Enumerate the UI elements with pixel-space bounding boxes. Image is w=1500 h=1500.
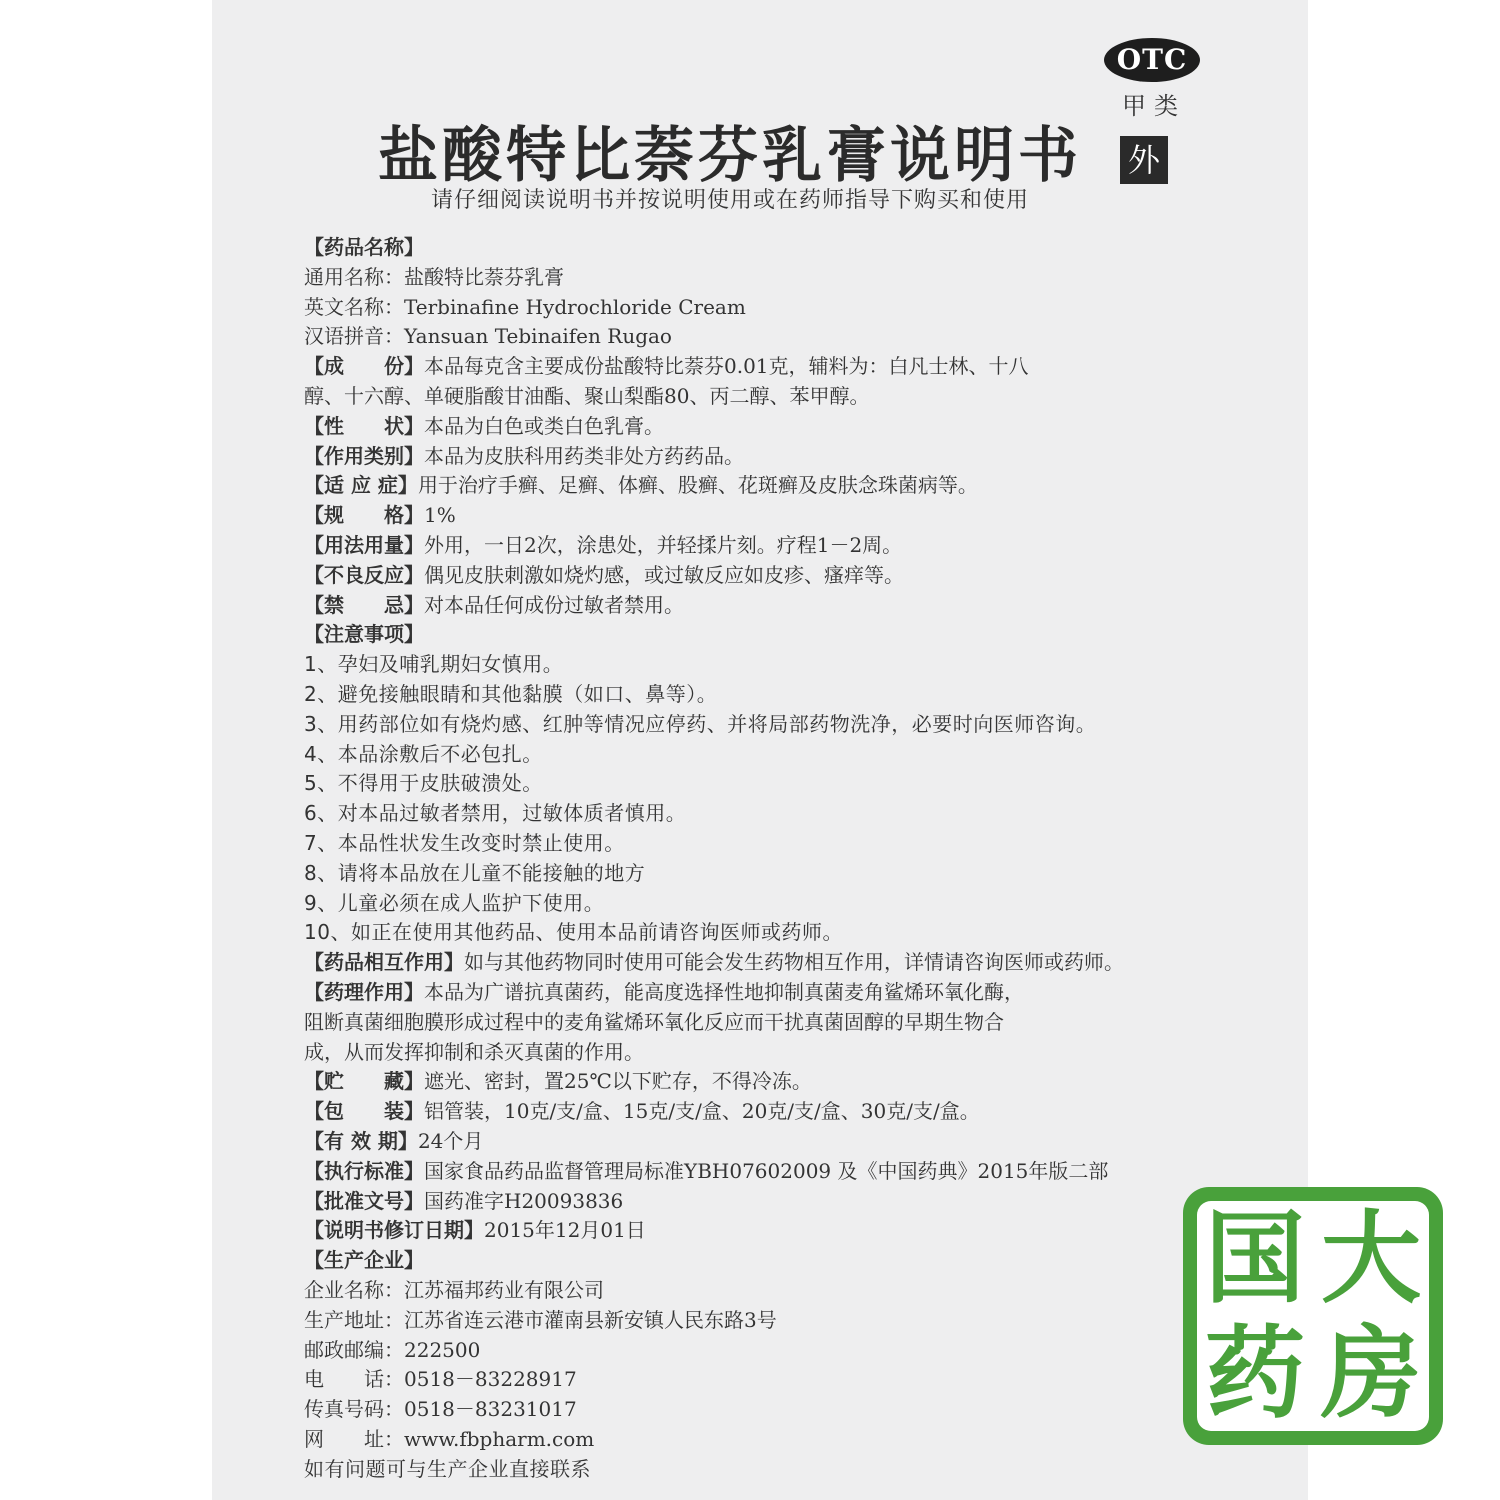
line-text: 醇、十六醇、单硬脂酸甘油酯、聚山梨酯80、丙二醇、苯甲醇。 (304, 384, 870, 408)
line-text: 企业名称：江苏福邦药业有限公司 (304, 1278, 604, 1302)
leaflet-line (304, 500, 1264, 530)
leaflet-line (304, 1335, 1264, 1365)
section-label: 【药品相互作用】 (304, 950, 464, 974)
otc-class-label: 甲类 (1122, 92, 1186, 120)
line-text: 国家食品药品监督管理局标准YBH07602009 及《中国药典》2015年版二部 (424, 1159, 1109, 1183)
leaflet-line (304, 858, 1264, 888)
line-text: 遮光、密封，置25℃以下贮存，不得冷冻。 (424, 1069, 812, 1093)
leaflet-line (304, 1394, 1264, 1424)
line-text: 通用名称：盐酸特比萘芬乳膏 (304, 265, 564, 289)
line-text: 对本品任何成份过敏者禁用。 (424, 593, 684, 617)
line-text: 生产地址：江苏省连云港市灌南县新安镇人民东路3号 (304, 1308, 777, 1332)
logo-inner-panel (1197, 1201, 1429, 1431)
leaflet-subtitle: 请仔细阅读说明书并按说明使用或在药师指导下购买和使用 (430, 188, 1029, 213)
line-text: 阻断真菌细胞膜形成过程中的麦角鲨烯环氧化反应而干扰真菌固醇的早期生物合 (304, 1010, 1004, 1034)
leaflet-line (304, 351, 1264, 381)
leaflet-line (304, 1245, 1264, 1275)
leaflet-line (304, 1066, 1264, 1096)
line-text: 汉语拼音：Yansuan Tebinaifen Rugao (304, 324, 672, 348)
leaflet-line (304, 1305, 1264, 1335)
leaflet-line (304, 768, 1264, 798)
leaflet-line (304, 828, 1264, 858)
section-label: 【禁 忌】 (304, 593, 424, 617)
leaflet-line (304, 560, 1264, 590)
section-label: 【生产企业】 (304, 1248, 424, 1272)
line-text: 偶见皮肤刺激如烧灼感，或过敏反应如皮疹、瘙痒等。 (424, 563, 904, 587)
section-label: 【规 格】 (304, 503, 424, 527)
leaflet-line (304, 1424, 1264, 1454)
leaflet-line (304, 947, 1264, 977)
leaflet-line (304, 321, 1264, 351)
line-text: 国药准字H20093836 (424, 1189, 624, 1213)
line-text: 10、如正在使用其他药品、使用本品前请咨询医师或药师。 (304, 920, 843, 944)
leaflet-line (304, 292, 1264, 322)
section-label: 【适 应 症】 (304, 473, 418, 497)
section-label: 【药品名称】 (304, 235, 424, 259)
line-text: 外用，一日2次，涂患处，并轻揉片刻。疗程1－2周。 (424, 533, 903, 557)
line-text: 2015年12月01日 (484, 1218, 646, 1242)
leaflet-line (304, 619, 1264, 649)
line-text: 铝管装，10克/支/盒、15克/支/盒、20克/支/盒、30克/支/盒。 (424, 1099, 980, 1123)
leaflet-line (304, 1007, 1264, 1037)
line-text: 1、孕妇及哺乳期妇女慎用。 (304, 652, 564, 676)
section-label: 【批准文号】 (304, 1189, 424, 1213)
leaflet-line (304, 1126, 1264, 1156)
section-label: 【包 装】 (304, 1099, 424, 1123)
logo-char: 药 (1205, 1315, 1305, 1432)
line-text: 本品为广谱抗真菌药，能高度选择性地抑制真菌麦角鲨烯环氧化酶， (424, 980, 1024, 1004)
leaflet-line (304, 1096, 1264, 1126)
section-label: 【有 效 期】 (304, 1129, 418, 1153)
section-label: 【不良反应】 (304, 563, 424, 587)
leaflet-title: 盐酸特比萘芬乳膏说明书 (378, 121, 1082, 191)
logo-char: 国 (1205, 1200, 1305, 1317)
logo-char: 大 (1321, 1200, 1421, 1317)
leaflet-line (304, 1215, 1264, 1245)
line-text: 传真号码：0518－83231017 (304, 1397, 577, 1421)
leaflet-line (304, 262, 1264, 292)
line-text: 用于治疗手癣、足癣、体癣、股癣、花斑癣及皮肤念珠菌病等。 (417, 473, 978, 497)
line-text: 4、本品涂敷后不必包扎。 (304, 742, 543, 766)
line-text: 2、避免接触眼睛和其他黏膜（如口、鼻等）。 (304, 682, 718, 706)
leaflet-line (304, 917, 1264, 947)
line-text: 6、对本品过敏者禁用，过敏体质者慎用。 (304, 801, 687, 825)
leaflet-line (304, 590, 1264, 620)
line-text: 英文名称：Terbinafine Hydrochloride Cream (304, 295, 746, 319)
leaflet-line (304, 1156, 1264, 1186)
line-text: 邮政邮编：222500 (304, 1338, 481, 1362)
leaflet-line (304, 1037, 1264, 1067)
line-text: 本品每克含主要成份盐酸特比萘芬0.01克，辅料为：白凡士林、十八 (424, 354, 1029, 378)
line-text: 5、不得用于皮肤破溃处。 (304, 771, 543, 795)
line-text: 7、本品性状发生改变时禁止使用。 (304, 831, 625, 855)
line-text: 9、儿童必须在成人监护下使用。 (304, 891, 605, 915)
line-text: 24个月 (417, 1129, 484, 1153)
leaflet-line (304, 411, 1264, 441)
leaflet-line (304, 470, 1264, 500)
leaflet-line (304, 709, 1264, 739)
pharmacy-logo (1183, 1187, 1443, 1445)
leaflet-line (304, 232, 1264, 262)
line-text: 电 话：0518－83228917 (304, 1367, 577, 1391)
line-text: 本品为皮肤科用药类非处方药药品。 (424, 444, 744, 468)
line-text: 本品为白色或类白色乳膏。 (424, 414, 664, 438)
section-label: 【性 状】 (304, 414, 424, 438)
section-label: 【作用类别】 (304, 444, 424, 468)
leaflet-line (304, 888, 1264, 918)
leaflet-line (304, 1275, 1264, 1305)
leaflet-line (304, 1454, 1264, 1484)
line-text: 成，从而发挥抑制和杀灭真菌的作用。 (304, 1040, 644, 1064)
leaflet-line (304, 381, 1264, 411)
line-text: 3、用药部位如有烧灼感、红肿等情况应停药、并将局部药物洗净，必要时向医师咨询。 (304, 712, 1097, 736)
line-text: 8、请将本品放在儿童不能接触的地方 (304, 861, 646, 885)
leaflet-line (304, 1364, 1264, 1394)
section-label: 【用法用量】 (304, 533, 424, 557)
line-text: 网 址：www.fbpharm.com (304, 1427, 595, 1451)
leaflet-line (304, 441, 1264, 471)
line-text: 1% (424, 503, 456, 527)
leaflet-line (304, 798, 1264, 828)
section-label: 【贮 藏】 (304, 1069, 424, 1093)
leaflet-line (304, 1186, 1264, 1216)
otc-badge: OTC (1104, 38, 1200, 82)
leaflet-line (304, 739, 1264, 769)
section-label: 【执行标准】 (304, 1159, 424, 1183)
section-label: 【注意事项】 (304, 622, 424, 646)
external-use-mark: 外 (1120, 136, 1168, 184)
leaflet-line (304, 649, 1264, 679)
section-label: 【药理作用】 (304, 980, 424, 1004)
line-text: 如与其他药物同时使用可能会发生药物相互作用，详情请咨询医师或药师。 (464, 950, 1124, 974)
logo-char: 房 (1321, 1315, 1421, 1432)
section-label: 【成 份】 (304, 354, 424, 378)
line-text: 如有问题可与生产企业直接联系 (304, 1457, 591, 1481)
section-label: 【说明书修订日期】 (304, 1218, 484, 1242)
leaflet-line (304, 679, 1264, 709)
leaflet-line (304, 530, 1264, 560)
leaflet-line (304, 977, 1264, 1007)
